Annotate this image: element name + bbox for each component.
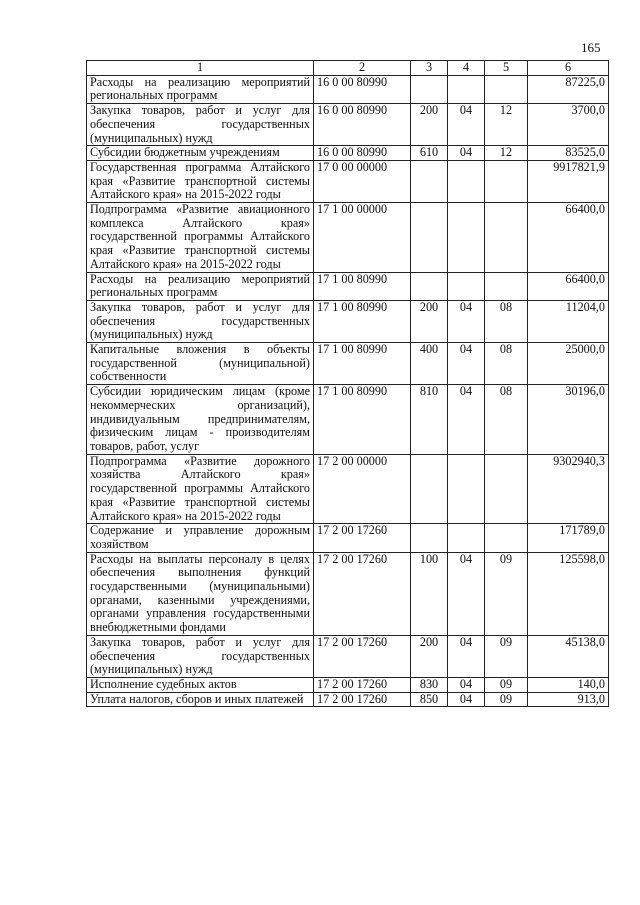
expense-type: [411, 272, 448, 300]
subsection: 12: [485, 146, 528, 161]
item-name: Расходы на реализацию мероприятий региональных программ: [87, 75, 314, 103]
item-name: Субсидии бюджетным учреждениям: [87, 146, 314, 161]
amount: 66400,0: [528, 203, 609, 273]
target-code: 17 2 00 17260: [314, 692, 411, 707]
expense-type: [411, 203, 448, 273]
target-code: 17 1 00 80990: [314, 343, 411, 385]
expense-type: [411, 160, 448, 202]
amount: 9302940,3: [528, 454, 609, 524]
amount: 913,0: [528, 692, 609, 707]
target-code: 17 0 00 00000: [314, 160, 411, 202]
expense-type: [411, 454, 448, 524]
column-header: 1: [87, 61, 314, 76]
amount: 171789,0: [528, 524, 609, 552]
amount: 9917821,9: [528, 160, 609, 202]
column-header: 5: [485, 61, 528, 76]
item-name: Капитальные вложения в объекты государственной (муниципальной) собственности: [87, 343, 314, 385]
item-name: Закупка товаров, работ и услуг для обеспечения государственных (муниципальных) нужд: [87, 104, 314, 146]
subsection: [485, 272, 528, 300]
section: [448, 160, 485, 202]
amount: 87225,0: [528, 75, 609, 103]
target-code: 17 2 00 17260: [314, 677, 411, 692]
item-name: Содержание и управление дорожным хозяйством: [87, 524, 314, 552]
table-row: [87, 160, 609, 202]
item-name: Закупка товаров, работ и услуг для обеспечения государственных (муниципальных) нужд: [87, 300, 314, 342]
column-header: 4: [448, 61, 485, 76]
target-code: 17 1 00 80990: [314, 385, 411, 455]
target-code: 17 1 00 80990: [314, 300, 411, 342]
amount: 140,0: [528, 677, 609, 692]
expense-type: 400: [411, 343, 448, 385]
subsection: 09: [485, 677, 528, 692]
expense-type: 200: [411, 300, 448, 342]
item-name: Расходы на реализацию мероприятий региональных программ: [87, 272, 314, 300]
table-body: [87, 75, 609, 707]
subsection: 08: [485, 343, 528, 385]
section: [448, 75, 485, 103]
section: 04: [448, 552, 485, 635]
subsection: 09: [485, 692, 528, 707]
subsection: [485, 524, 528, 552]
item-name: Субсидии юридическим лицам (кроме некоммерческих организаций), индивидуальным предпринимателям, физическим лицам - производителям товаров, работ, услуг: [87, 385, 314, 455]
expense-type: [411, 524, 448, 552]
item-name: Подпрограмма «Развитие дорожного хозяйства Алтайского края» государственной программы Алтайского края «Развитие транспортной системы Алтайского края» на 2015-2022 годы: [87, 454, 314, 524]
target-code: 17 2 00 17260: [314, 524, 411, 552]
target-code: 17 1 00 80990: [314, 272, 411, 300]
subsection: 12: [485, 104, 528, 146]
table-row: [87, 203, 609, 273]
amount: 66400,0: [528, 272, 609, 300]
subsection: [485, 75, 528, 103]
target-code: 16 0 00 80990: [314, 146, 411, 161]
amount: 25000,0: [528, 343, 609, 385]
table-row: [87, 272, 609, 300]
column-header: 6: [528, 61, 609, 76]
section: 04: [448, 104, 485, 146]
expense-type: [411, 75, 448, 103]
section: 04: [448, 385, 485, 455]
column-header: 2: [314, 61, 411, 76]
table-row: [87, 343, 609, 385]
amount: 45138,0: [528, 635, 609, 677]
budget-table: [86, 60, 609, 707]
header-row: [87, 61, 609, 76]
section: 04: [448, 635, 485, 677]
table-row: [87, 75, 609, 103]
section: [448, 454, 485, 524]
item-name: Расходы на выплаты персоналу в целях обеспечения выполнения функций государственными (муниципальными) органами, казенными учреждениями, органами управления государственными внебюджетными фондами: [87, 552, 314, 635]
target-code: 17 1 00 00000: [314, 203, 411, 273]
subsection: [485, 160, 528, 202]
subsection: [485, 454, 528, 524]
expense-type: 830: [411, 677, 448, 692]
expense-type: 200: [411, 104, 448, 146]
section: 04: [448, 677, 485, 692]
table-row: [87, 692, 609, 707]
table-row: [87, 524, 609, 552]
target-code: 16 0 00 80990: [314, 104, 411, 146]
item-name: Подпрограмма «Развитие авиационного комплекса Алтайского края» государственной программы Алтайского края «Развитие транспортной системы Алтайского края» на 2015-2022 годы: [87, 203, 314, 273]
subsection: 09: [485, 552, 528, 635]
section: 04: [448, 692, 485, 707]
amount: 11204,0: [528, 300, 609, 342]
item-name: Государственная программа Алтайского края «Развитие транспортной системы Алтайского края» на 2015-2022 годы: [87, 160, 314, 202]
expense-type: 200: [411, 635, 448, 677]
table-row: [87, 146, 609, 161]
section: [448, 524, 485, 552]
expense-type: 100: [411, 552, 448, 635]
item-name: Уплата налогов, сборов и иных платежей: [87, 692, 314, 707]
amount: 83525,0: [528, 146, 609, 161]
page-number: 165: [581, 40, 601, 55]
table-row: [87, 300, 609, 342]
section: 04: [448, 300, 485, 342]
table-row: [87, 552, 609, 635]
target-code: 17 2 00 17260: [314, 635, 411, 677]
target-code: 17 2 00 00000: [314, 454, 411, 524]
subsection: 09: [485, 635, 528, 677]
amount: 3700,0: [528, 104, 609, 146]
section: 04: [448, 343, 485, 385]
item-name: Исполнение судебных актов: [87, 677, 314, 692]
table-row: [87, 454, 609, 524]
subsection: 08: [485, 385, 528, 455]
expense-type: 810: [411, 385, 448, 455]
table-row: [87, 635, 609, 677]
amount: 30196,0: [528, 385, 609, 455]
section: [448, 272, 485, 300]
table-row: [87, 385, 609, 455]
item-name: Закупка товаров, работ и услуг для обеспечения государственных (муниципальных) нужд: [87, 635, 314, 677]
section: 04: [448, 146, 485, 161]
table-row: [87, 677, 609, 692]
column-header: 3: [411, 61, 448, 76]
table-row: [87, 104, 609, 146]
amount: 125598,0: [528, 552, 609, 635]
section: [448, 203, 485, 273]
subsection: 08: [485, 300, 528, 342]
expense-type: 610: [411, 146, 448, 161]
subsection: [485, 203, 528, 273]
target-code: 16 0 00 80990: [314, 75, 411, 103]
expense-type: 850: [411, 692, 448, 707]
target-code: 17 2 00 17260: [314, 552, 411, 635]
